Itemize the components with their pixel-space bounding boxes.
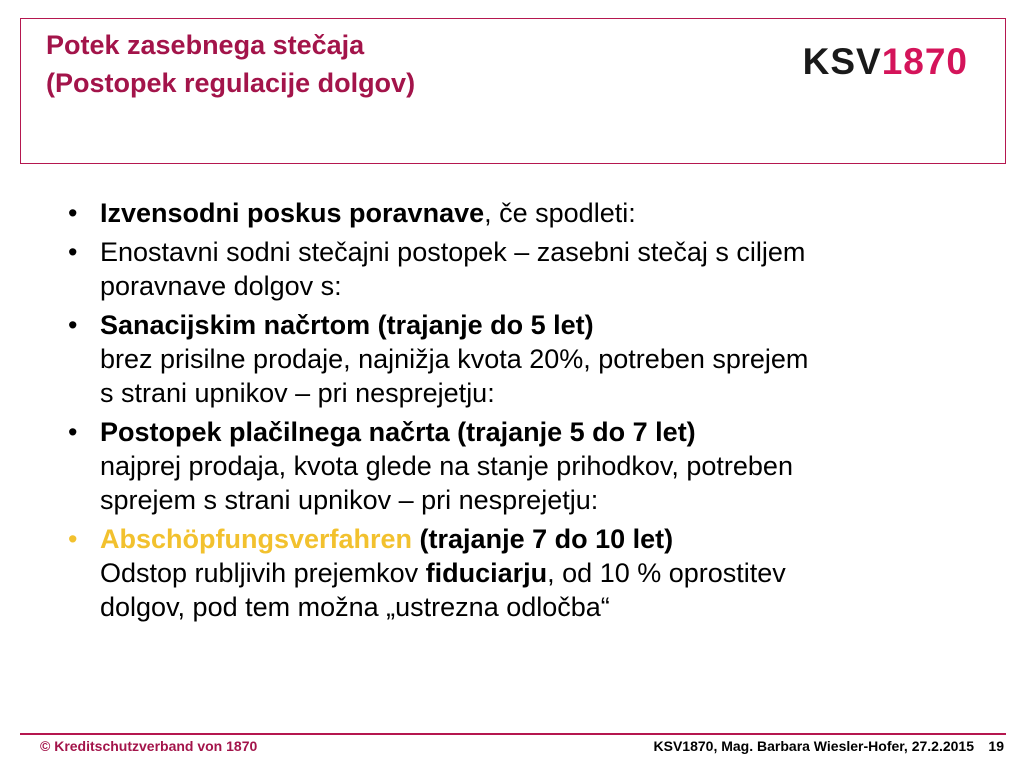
- bullet-marker: •: [68, 237, 78, 267]
- title-line-1: Potek zasebnega stečaja: [46, 30, 365, 60]
- bullet-4-line-1: najprej prodaja, kvota glede na stanje prihodkov, potreben: [100, 451, 793, 481]
- bullet-4-line-2: sprejem s strani upnikov – pri nesprejetju:: [100, 485, 599, 515]
- bullet-1-rest: , če spodleti:: [484, 198, 636, 228]
- bullet-3-line-1: brez prisilne prodaje, najnižja kvota 20%, potreben sprejem: [100, 344, 809, 374]
- title-line-2: (Postopek regulacije dolgov): [46, 68, 416, 98]
- bullet-marker: •: [68, 310, 78, 340]
- slide-title: [46, 26, 415, 102]
- footer-divider: [20, 733, 1006, 735]
- bullet-5-line-2: dolgov, pod tem možna „ustrezna odločba“: [100, 592, 610, 622]
- bullet-list: [66, 196, 1006, 629]
- bullet-4-heading: Postopek plačilnega načrta (trajanje 5 do 7 let): [100, 417, 696, 447]
- bullet-1-bold: Izvensodni poskus poravnave: [100, 198, 485, 228]
- bullet-3-line-2: s strani upnikov – pri nesprejetju:: [100, 378, 495, 408]
- ksv-logo: [803, 40, 968, 84]
- bullet-item-4: [66, 415, 1006, 517]
- bullet-2-line-1: Enostavni sodni stečajni postopek – zasebni stečaj s ciljem: [100, 237, 806, 267]
- bullet-item-5: [66, 522, 1006, 624]
- bullet-5-line-1-b: fiduciarju: [425, 558, 548, 588]
- bullet-item-2: [66, 235, 1006, 303]
- logo-ksv-text: KSV: [802, 41, 882, 82]
- page-number: 19: [988, 738, 1004, 754]
- bullet-5-line-1-c: , od 10 % oprostitev: [547, 558, 786, 588]
- bullet-marker: •: [68, 417, 78, 447]
- bullet-item-1: [66, 196, 1006, 230]
- bullet-3-heading: Sanacijskim načrtom (trajanje do 5 let): [100, 310, 594, 340]
- bullet-2-line-2: poravnave dolgov s:: [100, 271, 342, 301]
- footer-copyright: © Kreditschutzverband von 1870: [40, 738, 258, 754]
- bullet-item-3: [66, 308, 1006, 410]
- bullet-5-heading-highlight: Abschöpfungsverfahren: [100, 524, 413, 554]
- footer-author-date: KSV1870, Mag. Barbara Wiesler-Hofer, 27.2.2015: [653, 738, 974, 754]
- bullet-5-heading-rest: (trajanje 7 do 10 let): [412, 524, 674, 554]
- bullet-marker: •: [68, 524, 78, 554]
- bullet-5-line-1-a: Odstop rubljivih prejemkov: [100, 558, 426, 588]
- logo-year-text: 1870: [881, 41, 968, 82]
- bullet-marker: •: [68, 198, 78, 228]
